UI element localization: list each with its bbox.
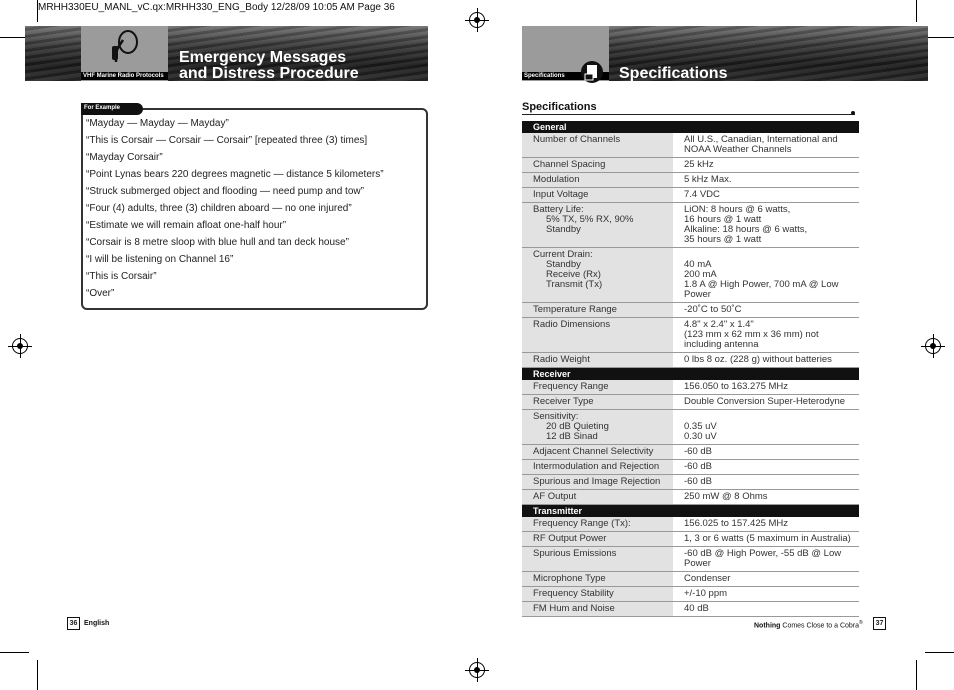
table-row	[522, 395, 859, 410]
heading-bullet	[851, 111, 855, 115]
spec-label	[522, 380, 673, 395]
left-section-banner	[25, 26, 428, 81]
spec-label	[522, 318, 673, 353]
example-line: “This is Corsair”	[86, 271, 157, 282]
registration-mark-icon	[925, 338, 941, 354]
example-tag: For Example	[81, 103, 143, 115]
table-row	[522, 572, 859, 587]
spec-value-line: -60 dB	[684, 476, 712, 487]
crop-mark	[925, 652, 954, 653]
spec-value	[673, 158, 859, 173]
spec-label	[522, 203, 673, 248]
spec-value-line: 1, 3 or 6 watts (5 maximum in Australia)	[684, 533, 851, 544]
microphone-icon	[106, 28, 140, 64]
spec-value	[673, 490, 859, 505]
section-tab-label: VHF Marine Radio Protocols	[81, 72, 168, 80]
spec-value	[673, 203, 859, 248]
spec-value	[673, 248, 859, 303]
spec-label-line: Frequency Range	[533, 381, 609, 392]
example-line: “Four (4) adults, three (3) children aboard — no one injured”	[86, 203, 352, 214]
spec-value-line: Condenser	[684, 573, 731, 584]
spec-label-line: Intermodulation and Rejection	[533, 461, 660, 472]
spec-value	[673, 395, 859, 410]
spec-value	[673, 133, 859, 158]
spec-label	[522, 517, 673, 532]
table-row	[522, 203, 859, 248]
registration-mark-icon	[12, 338, 28, 354]
table-row	[522, 445, 859, 460]
section-title-line2: and Distress Procedure	[179, 65, 359, 81]
spec-value-line: +/-10 ppm	[684, 588, 728, 599]
table-row	[522, 602, 859, 617]
footer-right	[754, 620, 863, 629]
spec-label	[522, 173, 673, 188]
example-line: “Estimate we will remain afloat one-half hour”	[86, 220, 287, 231]
spec-value	[673, 532, 859, 547]
table-row	[522, 475, 859, 490]
spec-label	[522, 587, 673, 602]
spec-label-line: Temperature Range	[533, 304, 617, 315]
spec-section-name: Transmitter	[522, 505, 859, 518]
spec-value-line: 250 mW @ 8 Ohms	[684, 491, 768, 502]
example-line: “Over”	[86, 288, 115, 299]
spec-label-line: Channel Spacing	[533, 159, 606, 170]
spec-value	[673, 460, 859, 475]
spec-label	[522, 410, 673, 445]
spec-value	[673, 547, 859, 572]
spec-value-line: 40 dB	[684, 603, 709, 614]
spec-value-line: 156.050 to 163.275 MHz	[684, 381, 789, 392]
footer-mark: ®	[859, 620, 863, 626]
spec-value-line: 4.8" x 2.4" x 1.4"	[684, 319, 754, 330]
spec-label	[522, 303, 673, 318]
spec-label-line: Microphone Type	[533, 573, 606, 584]
table-row	[522, 547, 859, 572]
spec-value-line: All U.S., Canadian, International and	[684, 134, 838, 145]
spec-value-line: Power	[684, 558, 711, 569]
spec-label	[522, 158, 673, 173]
spec-label-line: Standby	[546, 259, 581, 270]
spec-value-line: 25 kHz	[684, 159, 714, 170]
spec-table	[522, 121, 859, 617]
table-row	[522, 188, 859, 203]
spec-label	[522, 248, 673, 303]
spec-value	[673, 410, 859, 445]
spec-value	[673, 303, 859, 318]
table-row	[522, 380, 859, 395]
spec-label-line: Spurious and Image Rejection	[533, 476, 661, 487]
example-lines	[86, 118, 384, 305]
spec-value-line: 0.30 uV	[684, 431, 717, 442]
spec-value	[673, 572, 859, 587]
spec-value-line: -60 dB @ High Power, -55 dB @ Low	[684, 548, 842, 559]
example-line: “Point Lynas bears 220 degrees magnetic — distance 5 kilometers”	[86, 169, 384, 180]
section-tab-label: Specifications	[522, 72, 609, 80]
spec-label-line: Frequency Stability	[533, 588, 614, 599]
spec-label	[522, 602, 673, 617]
document-icon	[580, 60, 604, 84]
spec-value-line: -20˚C to 50˚C	[684, 304, 742, 315]
spec-label-line: Modulation	[533, 174, 580, 185]
heading-rule	[522, 114, 855, 115]
spec-label-line: Receiver Type	[533, 396, 594, 407]
spec-label-line: 5% TX, 5% RX, 90% Standby	[546, 214, 634, 235]
spec-value-line: 1.8 A @ High Power, 700 mA @ Low Power	[684, 279, 839, 300]
table-row	[522, 318, 859, 353]
spec-label-line: Transmit (Tx)	[546, 279, 603, 290]
spec-value	[673, 587, 859, 602]
spec-value	[673, 173, 859, 188]
spec-value-line: LiON: 8 hours @ 6 watts,	[684, 204, 791, 215]
spec-label-line: Battery Life:	[533, 204, 584, 215]
spec-label	[522, 572, 673, 587]
spec-value	[673, 188, 859, 203]
spec-label	[522, 460, 673, 475]
spec-value-line: 156.025 to 157.425 MHz	[684, 518, 789, 529]
spec-label-line: Radio Weight	[533, 354, 590, 365]
spec-label-line: Adjacent Channel Selectivity	[533, 446, 654, 457]
table-row	[522, 158, 859, 173]
footer-rest: Comes Close to a Cobra	[780, 622, 860, 630]
spec-label	[522, 532, 673, 547]
spec-value-line: 35 hours @ 1 watt	[684, 234, 762, 245]
print-slug: MRHH330EU_MANL_vC.qx:MRHH330_ENG_Body 12/28/09 10:05 AM Page 36	[38, 2, 395, 13]
table-row	[522, 248, 859, 303]
example-line: “This is Corsair — Corsair — Corsair” [repeated three (3) times]	[86, 135, 368, 146]
spec-value-line: -60 dB	[684, 461, 712, 472]
table-row	[522, 410, 859, 445]
page-number-right: 37	[873, 617, 886, 630]
spec-value-line: 40 mA	[684, 259, 712, 270]
spec-label-line: AF Output	[533, 491, 577, 502]
crop-mark	[925, 37, 954, 38]
spec-section-header	[522, 368, 859, 381]
spec-label	[522, 445, 673, 460]
footer-left: English	[84, 620, 110, 627]
section-title-line1: Emergency Messages	[179, 49, 347, 66]
spec-label-line: FM Hum and Noise	[533, 603, 615, 614]
table-row	[522, 532, 859, 547]
spec-value-line: Double Conversion Super-Heterodyne	[684, 396, 846, 407]
spec-label-line: Receive (Rx)	[546, 269, 601, 280]
spec-label-line: Input Voltage	[533, 189, 589, 200]
spec-label	[522, 547, 673, 572]
table-row	[522, 517, 859, 532]
spec-value-line: 5 kHz Max.	[684, 174, 732, 185]
table-row	[522, 353, 859, 368]
spec-value-line: NOAA Weather Channels	[684, 144, 792, 155]
spec-label	[522, 395, 673, 410]
spec-section-name: Receiver	[522, 368, 859, 381]
spec-value	[673, 318, 859, 353]
spec-label	[522, 133, 673, 158]
crop-mark	[916, 0, 917, 22]
registration-mark-icon	[469, 12, 485, 28]
table-row	[522, 587, 859, 602]
spec-label	[522, 188, 673, 203]
spec-heading: Specifications	[522, 101, 597, 113]
registration-mark-icon	[469, 662, 485, 678]
spec-label-line: 12 dB Sinad	[546, 431, 598, 442]
example-line: “Mayday — Mayday — Mayday”	[86, 118, 229, 129]
spec-value-line: 7.4 VDC	[684, 189, 720, 200]
spec-label	[522, 353, 673, 368]
spec-section-header	[522, 121, 859, 133]
spec-value-line: including antenna	[684, 339, 759, 350]
spec-label-line: 20 dB Quieting	[546, 421, 609, 432]
table-row	[522, 173, 859, 188]
table-row	[522, 303, 859, 318]
spec-value-line: Alkaline: 18 hours @ 6 watts,	[684, 224, 808, 235]
spec-label	[522, 490, 673, 505]
spec-value	[673, 602, 859, 617]
spec-value-line: 16 hours @ 1 watt	[684, 214, 762, 225]
spec-value	[673, 380, 859, 395]
spec-value	[673, 475, 859, 490]
table-row	[522, 490, 859, 505]
spec-label-line: Sensitivity:	[533, 411, 579, 422]
spec-label-line: Spurious Emissions	[533, 548, 617, 559]
example-line: “Corsair is 8 metre sloop with blue hull and tan deck house”	[86, 237, 349, 248]
section-title	[179, 50, 359, 81]
section-title: Specifications	[619, 65, 728, 81]
spec-value	[673, 353, 859, 368]
spec-label-line: Frequency Range (Tx):	[533, 518, 631, 529]
example-line: “I will be listening on Channel 16”	[86, 254, 234, 265]
spec-value-line: -60 dB	[684, 446, 712, 457]
crop-mark	[916, 660, 917, 690]
footer-bold: Nothing	[754, 622, 781, 630]
spec-label-line: Current Drain:	[533, 249, 593, 260]
spec-label-line: RF Output Power	[533, 533, 607, 544]
spec-value	[673, 517, 859, 532]
spec-value-line: 0.35 uV	[684, 421, 717, 432]
table-row	[522, 460, 859, 475]
example-line: “Mayday Corsair”	[86, 152, 163, 163]
spec-label-line: Radio Dimensions	[533, 319, 611, 330]
spec-label	[522, 475, 673, 490]
spec-value-line: (123 mm x 62 mm x 36 mm) not	[684, 329, 819, 340]
spec-value-line: 200 mA	[684, 269, 717, 280]
spec-value-line: 0 lbs 8 oz. (228 g) without batteries	[684, 354, 832, 365]
spec-section-name: General	[522, 121, 859, 133]
crop-mark	[0, 652, 29, 653]
page-number-left: 36	[67, 617, 80, 630]
spec-value	[673, 445, 859, 460]
crop-mark	[37, 660, 38, 690]
spec-section-header	[522, 505, 859, 518]
spec-label-line: Number of Channels	[533, 134, 621, 145]
table-row	[522, 133, 859, 158]
example-line: “Struck submerged object and flooding — need pump and tow”	[86, 186, 364, 197]
